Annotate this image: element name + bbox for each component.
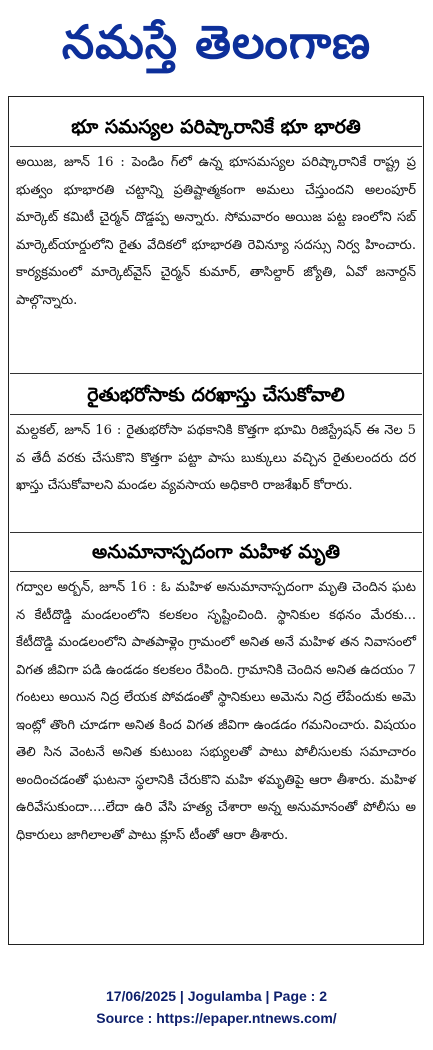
article-1-body xyxy=(10,149,422,314)
article-paragraph: ఓ మహిళ అనుమానాస్పదంగా మృతి చెందిన ఘటన కేటీదొడ్డి మండలంలోని కలకలం సృష్టించింది. స్థానికుల కథనం మేరకు...కేటీదొడ్డి మండలంలోని పాతపాళ్లెం గ్రామంలో అనిత అనే మహిళ తన నివాసంలో విగత జీవిగా పడి ఉండడం కలకలం రేపింది. గ్రామానికి చెందిన అనిత ఉదయం 7 గంటలు అయిన నిద్ర లేయక పోవడంతో స్థానికులు అమెను నిద్ర లేపేందుకు అమె ఇంట్లో తొంగి చూడగా అనిత కింద విగత జీవిగా ఉండడం గమనించారు. విషయం తెలి సిన వెంటనే అనిత కుటుంబ సభ్యులతో పాటు పోలీసులకు సమాచారం అందించడంతో ఘటనా స్థలానికి చేరుకొని మహి ళమృతిపై ఆరా తీశారు. మహిళ ఉరివేసుకుందా....లేదా ఉరి వేసి హత్య చేశారా అన్న అనుమానంతో పోలీసు అధికారులు జాగిలాలతో పాటు క్లూస్‌ టీంతో ఆరా తీశారు. xyxy=(16,580,416,843)
divider xyxy=(10,571,422,572)
article-3-body xyxy=(10,574,422,849)
divider xyxy=(10,373,422,374)
article-headline: రైతుభరోసాకు దరఖాస్తు చేసుకోవాలి xyxy=(87,384,345,406)
newspaper-title: నమస్తే తెలంగాణ xyxy=(61,15,372,69)
article-3 xyxy=(10,537,422,567)
divider xyxy=(10,146,422,147)
masthead xyxy=(0,0,433,84)
article-1 xyxy=(10,112,422,142)
article-headline: భూ సమస్యల పరిష్కారానికే భూ భారతి xyxy=(71,116,361,138)
article-paragraph: పెండిం గ్‌లో ఉన్న భూసమస్యల పరిష్కారానికే రాష్ట్ర ప్రభుత్వం భూభారతి చట్టాన్ని ప్రతిష్టాత్మకంగా అమలు చేస్తుందని అలంపూర్‌ మార్కెట్‌ కమిటీ చైర్మన్‌ దొడ్డప్ప అన్నారు. సోమవారం అయిజ పట్ట ణంలోని సబ్‌ మార్కెట్‌యార్డులోని రైతు వేదికలో భూభారతి రెవిన్యూ సదస్సు నిర్వ హించారు. కార్యక్రమంలో మార్కెట్‌వైస్‌ చైర్మన్‌ కుమార్‌, తాసిల్దార్‌ జ్యోతి, ఏవో జనార్దన్‌ పాల్గొన్నారు. xyxy=(16,155,416,308)
article-2-body xyxy=(10,417,422,500)
source-link[interactable]: Source : https://epaper.ntnews.com/ xyxy=(96,1010,337,1026)
article-paragraph: రైతుభరోసా పథకానికి కొత్తగా భూమి రిజిస్ట్రేషన్‌ ఈ నెల 5వ తేదీ వరకు చేసుకొని కొత్తగా పట్టా పాసు బుక్కులు వచ్చిన రైతులందరు దర ఖాస్తు చేసుకోవాలని మండల వ్యవసాయ అధికారి రాజశేఖర్‌ కోరారు. xyxy=(16,423,417,493)
article-text xyxy=(10,149,422,314)
edition-info: 17/06/2025 | Jogulamba | Page : 2 xyxy=(105,988,328,1004)
article-headline: అనుమానాస్పదంగా మహిళ మృతి xyxy=(92,541,340,563)
dateline: అయిజ, జూన్‌ 16 : xyxy=(16,155,125,170)
article-text xyxy=(10,574,422,849)
article-text xyxy=(10,417,422,500)
article-2 xyxy=(10,380,422,410)
dateline: గద్వాల అర్బన్‌, జూన్‌ 16 : xyxy=(16,580,157,595)
divider xyxy=(10,414,422,415)
divider xyxy=(10,532,422,533)
dateline: మల్దకల్‌, జూన్‌ 16 : xyxy=(16,423,122,438)
